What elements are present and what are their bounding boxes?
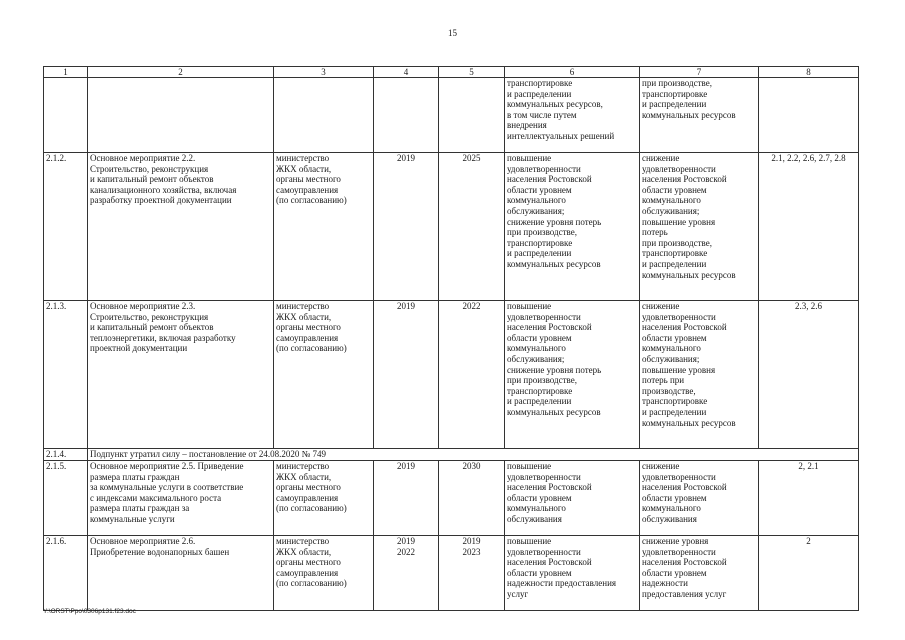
- row-number: 2.1.3.: [44, 301, 88, 449]
- column-number-row: [44, 67, 859, 78]
- end-year: 2025: [439, 153, 505, 301]
- column-number: 5: [439, 67, 505, 78]
- row-number: 2.1.6.: [44, 536, 88, 611]
- column-number: 1: [44, 67, 88, 78]
- end-year: 2019 2023: [439, 536, 505, 611]
- related-indicators: 2.3, 2.6: [759, 301, 859, 449]
- row-number: 2.1.5.: [44, 461, 88, 536]
- start-year: 2019: [374, 301, 439, 449]
- measure-name: Основное мероприятие 2.3. Строительство, реконструкция и капитальный ремонт объектов теплоэнергетики, включая разработку проектной документации: [88, 301, 274, 449]
- end-year: [439, 78, 505, 153]
- start-year: [374, 78, 439, 153]
- related-indicators: [759, 78, 859, 153]
- non-implementation-consequences: снижение удовлетворенности населения Ростовской области уровнем коммунального обслуживания: [640, 461, 759, 536]
- non-implementation-consequences: снижение уровня удовлетворенности населения Ростовской области уровнем надежности предоставления услуг: [640, 536, 759, 611]
- related-indicators: 2.1, 2.2, 2.6, 2.7, 2.8: [759, 153, 859, 301]
- start-year: 2019: [374, 461, 439, 536]
- measure-name: Основное мероприятие 2.2. Строительство, реконструкция и капитальный ремонт объектов канализационного хозяйства, включая разработку проектной документации: [88, 153, 274, 301]
- expected-result: повышение удовлетворенности населения Ростовской области уровнем надежности предоставления услуг: [505, 536, 640, 611]
- table-row: [44, 301, 859, 449]
- related-indicators: 2: [759, 536, 859, 611]
- responsible-executor: министерство ЖКХ области, органы местного самоуправления (по согласованию): [274, 461, 374, 536]
- expected-result: повышение удовлетворенности населения Ростовской области уровнем коммунального обслуживания: [505, 461, 640, 536]
- column-number: 7: [640, 67, 759, 78]
- table-row: [44, 78, 859, 153]
- expected-result: транспортировке и распределении коммунальных ресурсов, в том числе путем внедрения интеллектуальных решений: [505, 78, 640, 153]
- non-implementation-consequences: при производстве, транспортировке и распределении коммунальных ресурсов: [640, 78, 759, 153]
- start-year: 2019: [374, 153, 439, 301]
- document-file-path: Y:\ORST\Ppo\0306p131.f23.doc: [43, 608, 136, 615]
- non-implementation-consequences: снижение удовлетворенности населения Ростовской области уровнем коммунального обслуживания; повышение уровня потерь при производстве, транспортировке и распределении коммунальных ресурсов: [640, 153, 759, 301]
- measure-name: [88, 78, 274, 153]
- measures-table: [43, 66, 859, 611]
- table-row: [44, 536, 859, 611]
- end-year: 2030: [439, 461, 505, 536]
- column-number: 3: [274, 67, 374, 78]
- responsible-executor: министерство ЖКХ области, органы местного самоуправления (по согласованию): [274, 301, 374, 449]
- table-row: [44, 449, 859, 461]
- row-number: 2.1.2.: [44, 153, 88, 301]
- table-row: [44, 153, 859, 301]
- expected-result: повышение удовлетворенности населения Ростовской области уровнем коммунального обслуживания; снижение уровня потерь при производстве, транспортировке и распределении коммунальных ресурсов: [505, 301, 640, 449]
- repealed-note: Подпункт утратил силу – постановление от 24.08.2020 № 749: [88, 449, 859, 461]
- non-implementation-consequences: снижение удовлетворенности населения Ростовской области уровнем коммунального обслуживания; повышение уровня потерь при производстве, транспортировке и распределении коммунальных ресурсов: [640, 301, 759, 449]
- expected-result: повышение удовлетворенности населения Ростовской области уровнем коммунального обслуживания; снижение уровня потерь при производстве, транспортировке и распределении коммунальных ресурсов: [505, 153, 640, 301]
- table-row: [44, 461, 859, 536]
- measure-name: Основное мероприятие 2.5. Приведение размера платы граждан за коммунальные услуги в соответствие с индексами максимального роста размера платы граждан за коммунальные услуги: [88, 461, 274, 536]
- related-indicators: 2, 2.1: [759, 461, 859, 536]
- page-number: 15: [448, 28, 457, 38]
- row-number: [44, 78, 88, 153]
- column-number: 8: [759, 67, 859, 78]
- column-number: 4: [374, 67, 439, 78]
- measure-name: Основное мероприятие 2.6. Приобретение водонапорных башен: [88, 536, 274, 611]
- responsible-executor: министерство ЖКХ области, органы местного самоуправления (по согласованию): [274, 153, 374, 301]
- start-year: 2019 2022: [374, 536, 439, 611]
- column-number: 2: [88, 67, 274, 78]
- row-number: 2.1.4.: [44, 449, 88, 461]
- column-number: 6: [505, 67, 640, 78]
- responsible-executor: министерство ЖКХ области, органы местного самоуправления (по согласованию): [274, 536, 374, 611]
- end-year: 2022: [439, 301, 505, 449]
- responsible-executor: [274, 78, 374, 153]
